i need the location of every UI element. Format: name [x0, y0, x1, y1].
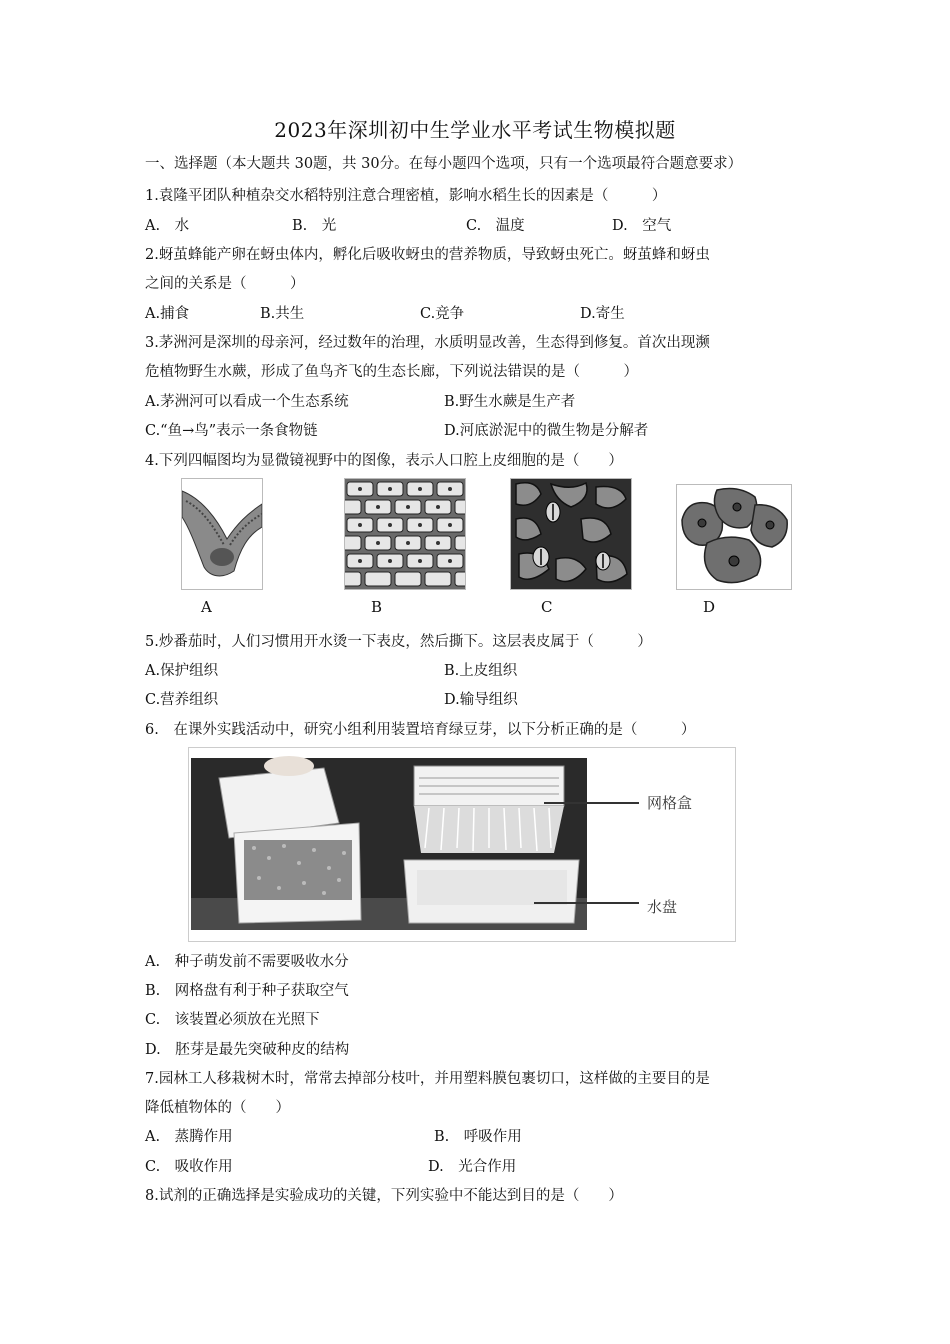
- micrograph-label-a: A: [201, 598, 212, 616]
- q3-option-a: A.茅洲河可以看成一个生态系统: [145, 394, 349, 410]
- micrograph-a-image: [181, 478, 263, 590]
- q1-option-d: D. 空气: [612, 218, 672, 234]
- q1-option-a: A. 水: [145, 218, 190, 234]
- section-heading: 一、选择题（本大题共 30题，共 30分。在每小题四个选项，只有一个选项最符合题意要求）: [145, 156, 743, 172]
- q2-option-a: A.捕食: [145, 306, 190, 322]
- q3-option-b: B.野生水蕨是生产者: [444, 394, 576, 410]
- q5-option-d: D.输导组织: [444, 692, 518, 708]
- micrograph-label-c: C: [541, 598, 553, 616]
- question-7-stem-cont: 降低植物体的（ ）: [145, 1100, 290, 1116]
- q6-option-a: A. 种子萌发前不需要吸收水分: [145, 954, 349, 970]
- q3-option-c: C.“鱼→鸟”表示一条食物链: [145, 423, 318, 439]
- question-2-stem-cont: 之间的关系是（ ）: [145, 276, 305, 292]
- q3-option-d: D.河底淤泥中的微生物是分解者: [444, 423, 649, 439]
- micrograph-d-image: [676, 484, 792, 590]
- question-3-stem-cont: 危植物野生水蕨，形成了鱼鸟齐飞的生态长廊，下列说法错误的是（ ）: [145, 364, 638, 380]
- question-6-stem: 6. 在课外实践活动中，研究小组利用装置培育绿豆芽，以下分析正确的是（ ）: [145, 722, 696, 738]
- q2-option-c: C.竞争: [420, 306, 465, 322]
- q5-option-b: B.上皮组织: [444, 663, 518, 679]
- q6-option-d: D. 胚芽是最先突破种皮的结构: [145, 1042, 350, 1058]
- micrograph-c-image: [510, 478, 632, 590]
- mesh-box-label: 网格盒: [647, 794, 693, 812]
- q7-option-d: D. 光合作用: [428, 1159, 517, 1175]
- q7-option-a: A. 蒸腾作用: [145, 1129, 233, 1145]
- question-2-stem: 2.蚜茧蜂能产卵在蚜虫体内，孵化后吸收蚜虫的营养物质，导致蚜虫死亡。蚜茧蜂和蚜虫: [145, 247, 710, 263]
- q6-option-b: B. 网格盘有利于种子获取空气: [145, 983, 349, 999]
- q2-option-b: B.共生: [260, 306, 305, 322]
- question-1-stem: 1.袁隆平团队种植杂交水稻特别注意合理密植，影响水稻生长的因素是（ ）: [145, 188, 667, 204]
- question-3-stem: 3.茅洲河是深圳的母亲河，经过数年的治理，水质明显改善，生态得到修复。首次出现濒: [145, 335, 710, 351]
- q7-option-b: B. 呼吸作用: [434, 1129, 522, 1145]
- q5-option-a: A.保护组织: [145, 663, 219, 679]
- question-4-stem: 4.下列四幅图均为显微镜视野中的图像，表示人口腔上皮细胞的是（ ）: [145, 453, 623, 469]
- micrograph-b-image: [344, 478, 466, 590]
- q2-option-d: D.寄生: [580, 306, 625, 322]
- q5-option-c: C.营养组织: [145, 692, 219, 708]
- micrograph-label-b: B: [371, 598, 383, 616]
- page-title: 2023年深圳初中生学业水平考试生物模拟题: [274, 118, 676, 142]
- water-tray-label: 水盘: [647, 898, 678, 916]
- question-7-stem: 7.园林工人移栽树木时，常常去掉部分枝叶，并用塑料膜包裹切口，这样做的主要目的是: [145, 1071, 710, 1087]
- q6-option-c: C. 该装置必须放在光照下: [145, 1012, 320, 1028]
- micrograph-label-d: D: [703, 598, 716, 616]
- question-5-stem: 5.炒番茄时，人们习惯用开水烫一下表皮，然后撕下。这层表皮属于（ ）: [145, 634, 652, 650]
- q1-option-c: C. 温度: [466, 218, 525, 234]
- q7-option-c: C. 吸收作用: [145, 1159, 233, 1175]
- question-8-stem: 8.试剂的正确选择是实验成功的关键，下列实验中不能达到目的是（ ）: [145, 1188, 623, 1204]
- q1-option-b: B. 光: [292, 218, 337, 234]
